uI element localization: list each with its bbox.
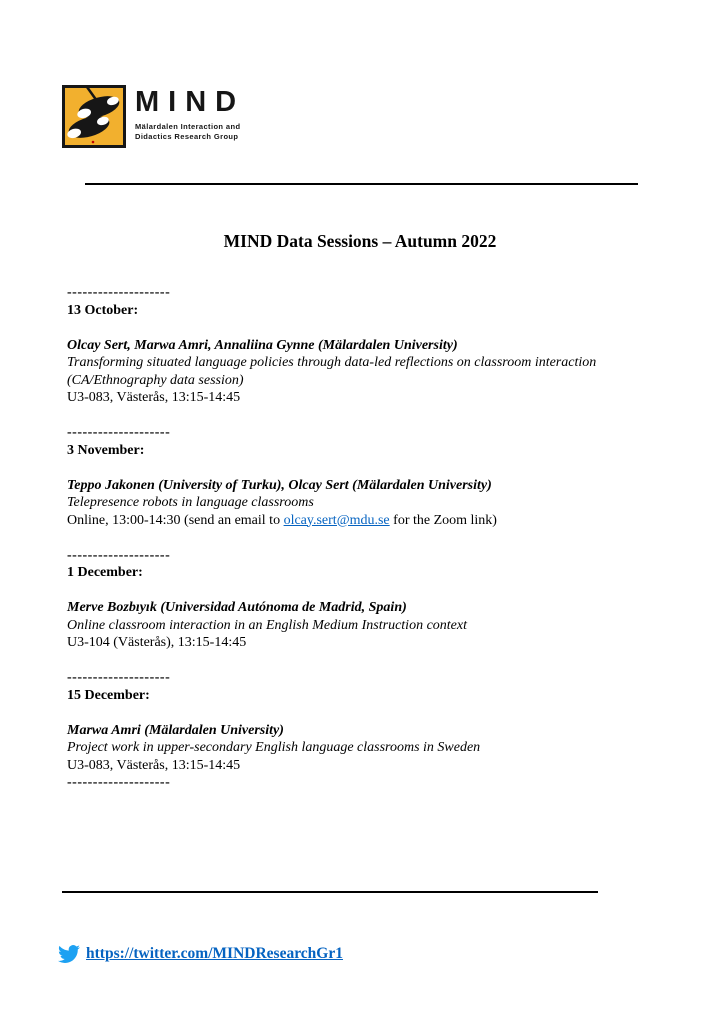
mind-wordmark: MIND	[135, 86, 246, 118]
twitter-link[interactable]: https://twitter.com/MINDResearchGr1	[86, 945, 343, 962]
sessions-list	[67, 284, 697, 792]
mind-logo-icon	[62, 85, 126, 148]
session-date: 15 December:	[67, 687, 150, 703]
session-talk-title: Online classroom interaction in an English Medium Instruction context	[67, 617, 467, 633]
separator-dashes: --------------------	[67, 775, 171, 790]
session-location	[67, 512, 697, 530]
session-location: U3-104 (Västerås), 13:15-14:45	[67, 635, 247, 650]
separator-dashes: --------------------	[67, 285, 171, 300]
location-text-prefix: Online, 13:00-14:30 (send an email to	[67, 512, 284, 528]
logo-subtitle-line2: Didactics Research Group	[135, 131, 239, 141]
session-talk-title: Transforming situated language policies through data-led reflections on classroom interaction	[67, 355, 597, 370]
session-talk-subtitle: (CA/Ethnography data session)	[67, 372, 244, 388]
mind-logo	[62, 85, 245, 148]
session-date: 1 December:	[67, 565, 143, 580]
session-talk-title: Project work in upper-secondary English language classrooms in Sweden	[67, 740, 481, 755]
session-talk-title: Telepresence robots in language classrooms	[67, 495, 314, 510]
separator-dashes: --------------------	[67, 670, 171, 685]
logo-subtitle-line1: Mälardalen Interaction and	[135, 122, 241, 131]
mind-logo-text	[135, 85, 245, 141]
session-presenters: Merve Bozbıyık (Universidad Autónoma de Madrid, Spain)	[67, 600, 407, 615]
separator-dashes: --------------------	[67, 425, 171, 440]
footer	[57, 943, 343, 965]
session-location: U3-083, Västerås, 13:15-14:45	[67, 390, 241, 405]
session-presenters: Olcay Sert, Marwa Amri, Annaliina Gynne (Mälardalen University)	[67, 337, 458, 353]
session-date: 3 November:	[67, 442, 145, 458]
location-text-suffix: for the Zoom link)	[389, 512, 497, 528]
separator-dashes: --------------------	[67, 547, 171, 563]
top-divider-line	[85, 183, 638, 185]
email-link[interactable]: olcay.sert@mdu.se	[283, 512, 390, 528]
session-presenters: Marwa Amri (Mälardalen University)	[67, 722, 284, 738]
session-location: U3-083, Västerås, 13:15-14:45	[67, 757, 241, 773]
page-title: MIND Data Sessions – Autumn 2022	[223, 231, 497, 251]
twitter-bird-icon	[57, 943, 81, 965]
session-date: 13 October:	[67, 302, 139, 318]
session-presenters: Teppo Jakonen (University of Turku), Olcay Sert (Mälardalen University)	[67, 477, 492, 493]
bottom-divider-line	[62, 891, 598, 893]
